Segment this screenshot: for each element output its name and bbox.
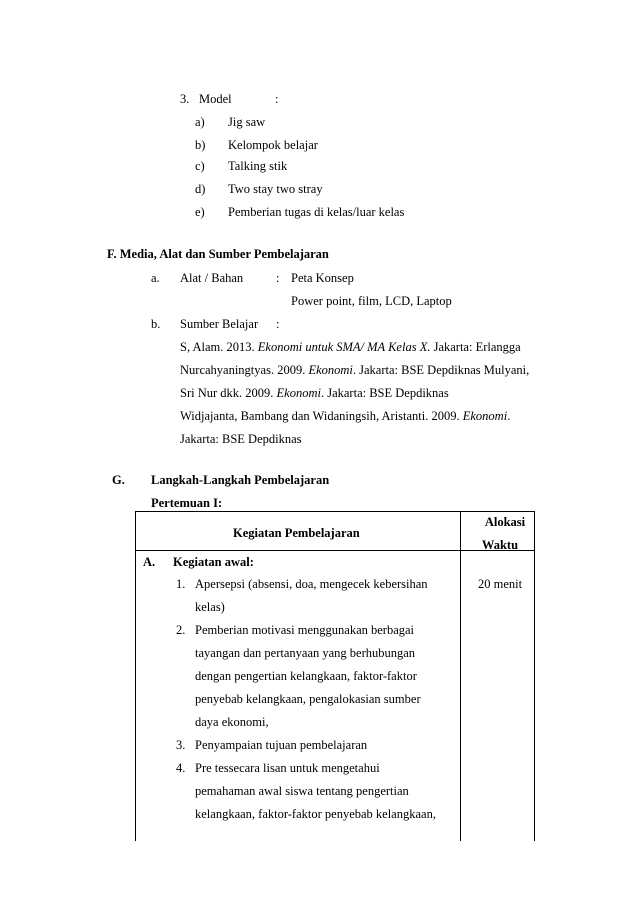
media-a-letter: a. (151, 271, 160, 285)
reference-line: Nurcahyaningtyas. 2009. Ekonomi. Jakarta: BSE Depdiknas Mulyani, (180, 363, 530, 377)
table-column-divider (460, 511, 461, 841)
list-item-line: kelangkaan, faktor-faktor penyebab kelangkaan, (195, 807, 436, 821)
media-b-label: Sumber Belajar (180, 317, 259, 331)
section-g-letter: G. (112, 473, 125, 487)
media-b-colon: : (276, 317, 280, 331)
media-b-letter: b. (151, 317, 161, 331)
reference-line: Widjajanta, Bambang dan Widaningsih, Aristanti. 2009. Ekonomi. (180, 409, 511, 423)
list-item-line: daya ekonomi, (195, 715, 269, 729)
media-a-label: Alat / Bahan (180, 271, 244, 285)
model-colon: : (275, 92, 279, 106)
model-item-letter: c) (195, 159, 205, 173)
list-item-number: 2. (176, 623, 186, 637)
time-allocation: 20 menit (478, 577, 523, 591)
list-item-line: Apersepsi (absensi, doa, mengecek kebersihan (195, 577, 428, 591)
reference-line: Sri Nur dkk. 2009. Ekonomi. Jakarta: BSE Depdiknas (180, 386, 449, 400)
table-header-time-line1: Alokasi (484, 515, 526, 529)
meeting-label: Pertemuan I: (151, 496, 223, 510)
table-border-right (534, 511, 535, 841)
model-item-letter: d) (195, 182, 206, 196)
list-item-line: Pemberian motivasi menggunakan berbagai (195, 623, 415, 637)
list-item-line: penyebab kelangkaan, pengalokasian sumber (195, 692, 421, 706)
table-border-left (135, 511, 136, 841)
list-item-line: Penyampaian tujuan pembelajaran (195, 738, 368, 752)
model-number: 3. (180, 92, 190, 106)
model-item-letter: b) (195, 138, 206, 152)
model-item-text: Talking stik (228, 159, 288, 173)
model-item-text: Two stay two stray (228, 182, 323, 196)
table-header-activity: Kegiatan Pembelajaran (233, 526, 360, 540)
list-item-number: 4. (176, 761, 186, 775)
model-item-text: Pemberian tugas di kelas/luar kelas (228, 205, 405, 219)
model-item-text: Jig saw (228, 115, 266, 129)
section-g-title: Langkah-Langkah Pembelajaran (151, 473, 330, 487)
row-a-letter: A. (143, 555, 156, 569)
media-a-line2: Power point, film, LCD, Laptop (291, 294, 452, 308)
table-header-time-line2: Waktu (481, 538, 519, 552)
model-item-text: Kelompok belajar (228, 138, 318, 152)
model-label: Model (199, 92, 232, 106)
model-item-letter: a) (195, 115, 205, 129)
list-item-number: 1. (176, 577, 186, 591)
list-item-line: tayangan dan pertanyaan yang berhubungan (195, 646, 416, 660)
list-item-line: pemahaman awal siswa tentang pengertian (195, 784, 409, 798)
media-a-line1: Peta Konsep (291, 271, 354, 285)
reference-line: S, Alam. 2013. Ekonomi untuk SMA/ MA Kelas X. Jakarta: Erlangga (180, 340, 521, 354)
list-item-line: Pre tessecara lisan untuk mengetahui (195, 761, 380, 775)
list-item-number: 3. (176, 738, 186, 752)
table-border-top (135, 511, 535, 512)
model-item-letter: e) (195, 205, 205, 219)
list-item-line: dengan pengertian kelangkaan, faktor-faktor (195, 669, 417, 683)
media-a-colon: : (276, 271, 280, 285)
list-item-line: kelas) (195, 600, 225, 614)
reference-line: Jakarta: BSE Depdiknas (180, 432, 302, 446)
section-f-title: F. Media, Alat dan Sumber Pembelajaran (107, 247, 329, 261)
row-a-title: Kegiatan awal: (173, 555, 254, 569)
